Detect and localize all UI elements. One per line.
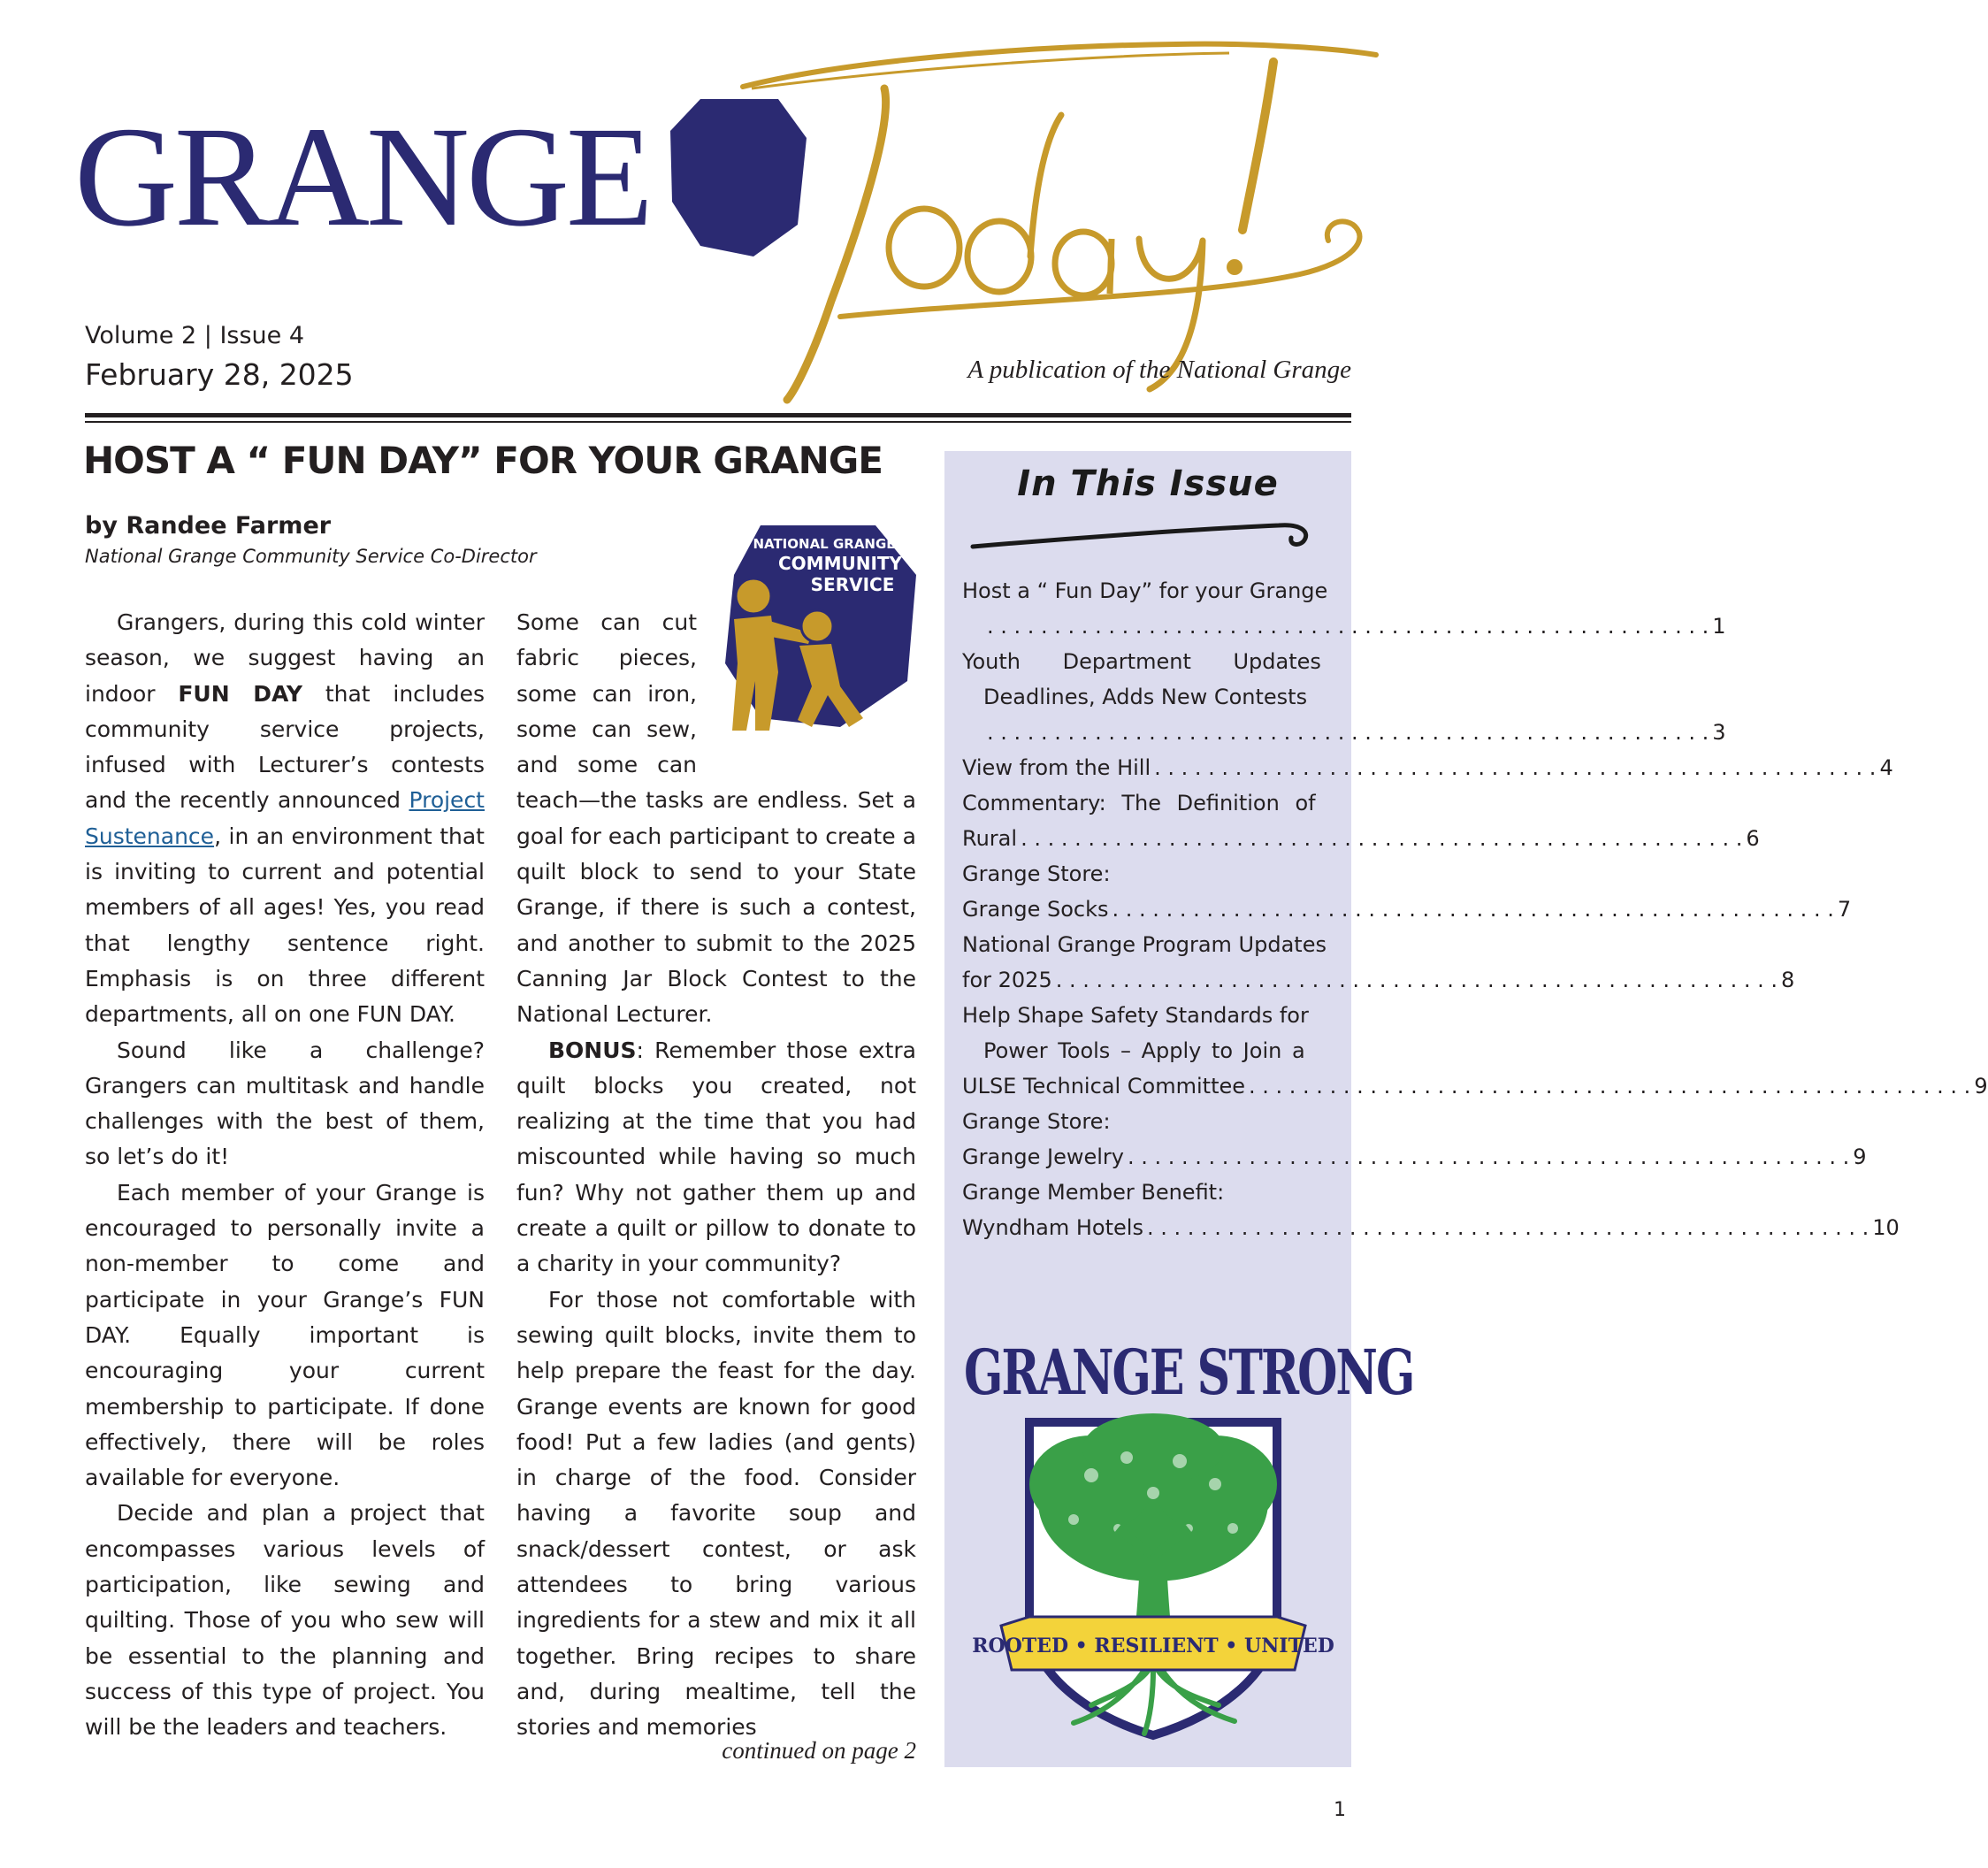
article-column-middle xyxy=(516,605,916,1746)
toc-entry[interactable]: Grange Member Benefit: Wyndham Hotels . . . 10 xyxy=(962,1175,1330,1245)
issue-date: February 28, 2025 xyxy=(85,357,354,392)
toc-page-number: 10 xyxy=(1872,1215,1900,1240)
article-paragraph: For those not comfortable with sewing quilt blocks, invite them to help prepare the feast for the day. Grange events are known for good food! Put a few ladies (and gents) in charge of the food. Consider having a favorite soup and snack/dessert contest, or ask attendees to bring various ingredients for a stew and mix it all together. Bring recipes to share and, during mealtime, tell the stories and memories xyxy=(516,1286,916,1741)
masthead-divider-thin xyxy=(85,421,1351,423)
toc-page-number: 4 xyxy=(1879,755,1893,780)
toc-entry[interactable]: Grange Store: Grange Jewelry . . . 9 xyxy=(962,1104,1330,1175)
grange-strong-title: GRANGE STRONG xyxy=(964,1336,1414,1410)
article-paragraph: Decide and plan a project that encompasses various levels of participation, like sewing and quilting. Those of you who sew will be essential to the planning and success of this type of project. You will be the leaders and teachers. xyxy=(85,1500,485,1741)
today-script-wordmark xyxy=(734,35,1380,407)
page-number: 1 xyxy=(1334,1799,1346,1821)
toc-page-number: 1 xyxy=(1712,614,1726,639)
toc-page-number: 7 xyxy=(1837,897,1852,922)
toc-entry[interactable]: Help Shape Safety Standards for Power Tools – Apply to Join a ULSE Technical Committee . . . 9 xyxy=(962,998,1330,1104)
article-paragraph: BONUS: Remember those extra quilt blocks you created, not realizing at the time that you had miscounted while having so much fun? Why not gather them up and create a quilt or pillow to donate to a charity in your community? xyxy=(516,1037,916,1277)
article-paragraph: Sound like a challenge? Grangers can multitask and handle challenges with the best of them, so let’s do it! xyxy=(85,1037,485,1170)
toc-page-number: 9 xyxy=(1853,1145,1867,1169)
toc-entry[interactable]: Host a “ Fun Day” for your Grange . . . 1 xyxy=(962,573,1330,644)
svg-text:ROOTED • RESILIENT • UNITED: ROOTED • RESILIENT • UNITED xyxy=(972,1634,1334,1657)
toc-entry[interactable]: National Grange Program Updates for 2025 . . . 8 xyxy=(962,927,1330,998)
article-byline: by Randee Farmer xyxy=(85,512,332,540)
masthead-grange-wordmark: GRANGE xyxy=(74,98,650,256)
publication-tagline: A publication of the National Grange xyxy=(967,356,1351,384)
article-paragraph: Each member of your Grange is encouraged to personally invite a non-member to come and participate in your Grange’s FUN DAY. Equally important is encouraging your current membership to participate. If done effectively, there will be roles available for everyone. xyxy=(85,1179,485,1491)
volume-issue: Volume 2 | Issue 4 xyxy=(85,322,305,349)
article-headline: HOST A “ FUN DAY” FOR YOUR GRANGE xyxy=(83,439,883,482)
toc-page-number: 8 xyxy=(1781,968,1795,992)
table-of-contents xyxy=(962,573,1988,1245)
grange-strong-tree-emblem xyxy=(972,1405,1334,1741)
bonus-label: BONUS xyxy=(548,1037,637,1063)
svg-text:NATIONAL GRANGE: NATIONAL GRANGE xyxy=(753,536,896,552)
author-title: National Grange Community Service Co-Director xyxy=(85,546,537,567)
svg-text:COMMUNITY: COMMUNITY xyxy=(777,553,903,574)
svg-text:SERVICE: SERVICE xyxy=(810,574,895,595)
continued-on-page: continued on page 2 xyxy=(722,1737,916,1764)
toc-entry[interactable]: View from the Hill . . . 4 xyxy=(962,750,1330,785)
toc-entry[interactable]: Grange Store: Grange Socks . . . 7 xyxy=(962,856,1330,927)
title-swash-decoration xyxy=(969,511,1314,555)
toc-page-number: 3 xyxy=(1712,720,1726,745)
toc-page-number: 6 xyxy=(1746,826,1760,851)
toc-page-number: 9 xyxy=(1974,1074,1988,1099)
article-paragraph: Grangers, during this cold winter season, we suggest having an indoor FUN DAY that includes community service projects, infused with Lecturer’s contests and the recently announced Project Sustenance, in an environment that is inviting to current and potential members of all ages! Yes, you read that lengthy sentence right. Emphasis is on three different departments, all on one FUN DAY. xyxy=(85,609,485,1028)
toc-entry[interactable]: Commentary: The Definition of Rural . . . 6 xyxy=(962,785,1330,856)
project-sustenance-link[interactable]: Project Sustenance xyxy=(85,787,485,849)
sidebar-title: In This Issue xyxy=(1017,463,1279,504)
article-paragraph: Some can cut fabric pieces, some can iron, some can sew, and some can teach—the tasks are endless. Set a goal for each participant to create a quilt block to send to your State Grange, if there is such a contest, and another to submit to the 2025 Canning Jar Block Contest to the National Lecturer. xyxy=(516,609,916,1028)
masthead-divider-thick xyxy=(85,413,1351,417)
fun-day-emphasis: FUN DAY xyxy=(178,680,303,707)
article-column-left xyxy=(85,605,485,1746)
toc-entry[interactable]: Youth Department Updates Deadlines, Adds New Contests . . . 3 xyxy=(962,644,1330,750)
